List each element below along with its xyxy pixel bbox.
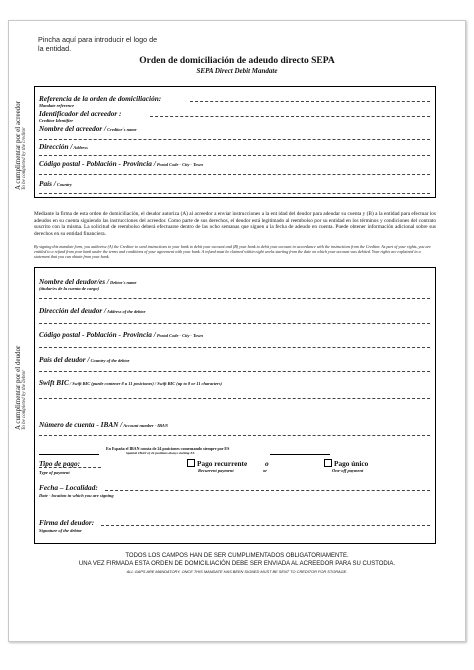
- debtor-address-input[interactable]: [39, 323, 430, 324]
- field-label: País /: [39, 179, 56, 188]
- iban-input[interactable]: [39, 435, 430, 436]
- iban-note: En España el IBAN consta de 24 posiciones comenzando siempre por ES: [106, 446, 230, 451]
- field-label: Dirección del deudor /: [39, 306, 107, 315]
- footer-storage: UNA VEZ FIRMADA ESTA ORDEN DE DOMICILIACIÓN DEBE SER ENVIADA AL ACREEDOR PARA SU CUSTODIA.: [78, 561, 396, 567]
- document-subtitle: SEPA Direct Debit Mandate: [196, 67, 278, 75]
- swift-bic-input[interactable]: [39, 398, 430, 399]
- debtor-postal-label: [39, 330, 203, 339]
- creditor-name-label: [39, 124, 137, 133]
- payment-type-label: Tipo de pago:: [39, 459, 81, 468]
- field-label-en: Address: [72, 145, 88, 150]
- field-label: Dirección /: [39, 142, 73, 151]
- creditor-address-label: [39, 142, 88, 151]
- field-label-en: Postal Code - City - Town: [155, 162, 203, 167]
- field-label: Swift BIC: [39, 378, 69, 387]
- field-label: Nombre del deudor/es /: [39, 277, 109, 286]
- field-label: Código postal - Población - Provincia /: [39, 159, 156, 168]
- field-label: Nombre del acreedor /: [39, 124, 107, 133]
- or-text: o: [265, 459, 269, 468]
- signature-sub: Signature of the debtor: [39, 528, 82, 533]
- legal-text-es: Mediante la firma de esta orden de domiciliación, el deudor autoriza (A) al acreedor a enviar instrucciones a la ent idad del deudor para adeudar su cuenta y (B) a la entidad para efectuar los adeudos en su cuenta siguiendo las instrucciones del acreedor. Como parte de sus derechos, el deudor está legitimado al reembolso por su entidad en los términos y condiciones del contrato suscrito con la misma. La solicitud de reembolso deberá efectuarse dentro de las ocho semanas que siguen a la fecha de adeudo en cuenta. Puede obtener información adicional sobre sus derechos en su entidad financiera.: [34, 211, 436, 238]
- creditor-address-input[interactable]: [39, 155, 430, 156]
- legal-text-en: By signing this mandate form, you authorise (A) the Creditor to send instructions to your bank to debit your account and (B) your bank to debit your account in accordance with the instructions from the Creditor. As part of your rights, you are entitled to a refund from your bank under the terms and conditions of your agreement with your bank. A refund must be claimed within eight weeks starting from the date on which your account was debited. Your rights are explained in a statement that you can obtain from your bank.: [34, 244, 431, 260]
- field-label-en: Account number - IBAN: [122, 423, 169, 428]
- creditor-side-label-en: To be completed by the creditor: [22, 126, 27, 190]
- creditor-side-label: [14, 101, 27, 190]
- date-location-label: Fecha – Localidad:: [39, 483, 98, 492]
- creditor-country-label: [39, 179, 72, 188]
- field-label: Identificador del acreedor :: [39, 109, 122, 118]
- iban-prefix-field[interactable]: [39, 446, 99, 455]
- creditor-identifier-input[interactable]: [150, 116, 430, 117]
- mandate-reference-label: [39, 94, 161, 103]
- creditor-identifier-sub: Creditor Identifier: [39, 118, 74, 123]
- debtor-side-label-en: To be completed by the debtor: [22, 369, 27, 430]
- debtor-country-input[interactable]: [39, 371, 430, 372]
- mandate-reference-input[interactable]: [190, 101, 430, 102]
- field-label-en: Country of the debtor: [89, 358, 130, 363]
- debtor-side-label-es: A cumplimentar por el deudor: [14, 345, 22, 430]
- creditor-name-input[interactable]: [39, 139, 430, 140]
- debtor-name-sub: (titular/es de la cuenta de cargo): [39, 286, 100, 291]
- recurrent-sub: Recurrent payment: [198, 468, 234, 473]
- debtor-address-label: [39, 306, 145, 315]
- creditor-identifier-label: [39, 109, 121, 118]
- debtor-name-label: [39, 277, 137, 286]
- recurrent-label: Pago recurrente: [197, 459, 248, 468]
- date-location-sub: Date - location in which you are signing: [39, 493, 114, 498]
- field-label-en: / Swift BIC (puede contener 8 u 11 posiciones) / Swift BIC (up to 8 or 11 characters): [68, 381, 223, 386]
- swift-bic-label: [39, 378, 222, 387]
- creditor-country-input[interactable]: [39, 193, 430, 194]
- field-label: Código postal - Población - Provincia /: [39, 330, 156, 339]
- creditor-side-label-es: A cumplimentar por el acreedor: [14, 100, 22, 190]
- debtor-postal-input[interactable]: [39, 347, 430, 348]
- logo-placeholder[interactable]: Pincha aquí para introducir el logo de la entidad.: [38, 35, 158, 53]
- footer-mandatory: TODOS LOS CAMPOS HAN DE SER CUMPLIMENTADOS OBLIGATORIAMENTE.: [125, 553, 349, 559]
- field-label-en: Country: [55, 182, 72, 187]
- signature-label: Firma del deudor:: [39, 518, 95, 527]
- field-label-en: Debtor's name: [108, 280, 137, 285]
- field-label-en: Postal Code - City - Town: [155, 333, 203, 338]
- one-off-label: Pago único: [334, 459, 369, 468]
- creditor-postal-label: [39, 159, 203, 168]
- date-location-input[interactable]: [105, 490, 430, 491]
- field-label: País del deudor /: [39, 355, 90, 364]
- field-label-en: Creditor´s name: [106, 127, 137, 132]
- creditor-postal-input[interactable]: [39, 174, 430, 175]
- recurrent-option[interactable]: [187, 459, 247, 468]
- or-text-en: or: [263, 468, 268, 473]
- field-label: Referencia de la orden de domiciliación:: [39, 94, 162, 103]
- mandate-reference-sub: Mandate reference: [39, 103, 75, 108]
- one-off-option[interactable]: [324, 459, 368, 468]
- payment-type-underline: [39, 467, 101, 468]
- payment-type-sub: Type of payment: [39, 470, 70, 475]
- footer-english: ALL GAPS ARE MANDATORY. ONCE THIS MANDATE HAS BEEN SIGNED MUST BE SENT TO CREDITOR FOR STORAGE.: [126, 569, 348, 574]
- debtor-country-label: [39, 355, 130, 364]
- debtor-side-label: [14, 346, 27, 430]
- document-title: Orden de domiciliación de adeudo directo SEPA: [139, 56, 335, 66]
- iban-digits-field[interactable]: [270, 446, 330, 455]
- one-off-sub: One-off payment: [332, 468, 364, 473]
- one-off-checkbox[interactable]: [324, 459, 332, 467]
- signature-input[interactable]: [101, 525, 430, 526]
- recurrent-checkbox[interactable]: [187, 459, 195, 467]
- field-label-en: Address of the debtor: [106, 309, 146, 314]
- iban-label: [39, 420, 168, 429]
- field-label: Número de cuenta - IBAN /: [39, 420, 123, 429]
- iban-note-en: Spanish IBAN of 24 positions always starting ES: [126, 451, 195, 455]
- debtor-name-input[interactable]: [39, 298, 430, 299]
